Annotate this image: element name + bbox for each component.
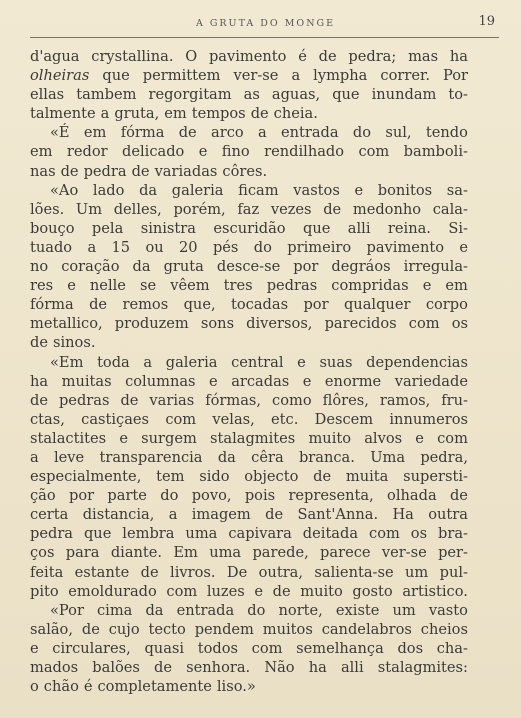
text-line: nas de pedra de variadas côres.: [30, 162, 268, 180]
text-line: lões. Um delles, porém, faz vezes de medonho cala-: [30, 200, 468, 218]
text-line: «Ao lado da galeria ficam vastos e bonitos sa-: [50, 181, 468, 199]
text-line: res e nelle se vêem tres pedras compridas e em: [30, 277, 468, 295]
text-line: talmente a gruta, em tempos de cheia.: [30, 105, 318, 123]
text-line: especialmente, tem sido objecto de muita supersti-: [30, 468, 468, 486]
body-text: [30, 47, 468, 696]
text-line: de pedras de varias fórmas, como flôres, ramos, fru-: [30, 391, 468, 409]
text-line: «É em fórma de arco a entrada do sul, tendo: [50, 124, 468, 142]
text-line: metallico, produzem sons diversos, parecidos com os: [30, 315, 468, 333]
text-line: e circulares, quasi todos com semelhança dos cha-: [30, 639, 468, 657]
text-line: ha muitas columnas e arcadas e enorme variedade: [30, 372, 468, 390]
text-line: ços para diante. Em uma parede, parece ver-se per-: [30, 544, 468, 562]
text-line: mados balões de senhora. Não ha alli stalagmites:: [30, 659, 468, 676]
text-line: bouço pela sinistra escuridão que alli reina. Si-: [30, 219, 468, 237]
text-line: no coração da gruta desce-se por degráos irregula-: [30, 258, 468, 276]
text-line: salão, de cujo tecto pendem muitos candelabros cheios: [30, 620, 468, 638]
text-line: pedra que lembra uma capivara deitada com os bra-: [30, 525, 468, 543]
text-line: de sinos.: [30, 334, 96, 352]
text-line: o chão é completamente liso.»: [30, 678, 256, 696]
text-line: ctas, castiçaes com velas, etc. Descem innumeros: [30, 410, 468, 428]
text-line: ellas tambem regorgitam as aguas, que inundam to-: [30, 86, 468, 104]
text-line: stalactites e surgem stalagmites muito alvos e com: [30, 429, 468, 447]
text-line: em redor delicado e fino rendilhado com bamboli-: [30, 143, 468, 161]
text-line: «Por cima da entrada do norte, existe um vasto: [50, 601, 468, 619]
page-number: 19: [478, 14, 495, 29]
text-line: tuado a 15 ou 20 pés do primeiro pavimento e: [30, 238, 468, 256]
text-line: olheiras que permittem ver-se a lympha correr. Por: [30, 67, 468, 85]
page-header: [36, 14, 495, 34]
header-rule: [30, 37, 499, 38]
text-line: «Em toda a galeria central e suas dependencias: [50, 353, 468, 371]
text-line: pito emoldurado com luzes e de muito gosto artistico.: [30, 582, 468, 600]
running-title: A GRUTA DO MONGE: [195, 18, 336, 29]
text-line: d'agua crystallina. O pavimento é de pedra; mas ha: [30, 48, 468, 65]
text-line: fórma de remos que, tocadas por qualquer corpo: [30, 296, 468, 314]
text-line: feita estante de livros. De outra, salienta-se um pul-: [30, 563, 468, 581]
text-line: a leve transparencia da cêra branca. Uma pedra,: [30, 448, 468, 466]
text-line: certa distancia, a imagem de Sant'Anna. Ha outra: [30, 506, 468, 524]
text-line: ção por parte do povo, pois representa, olhada de: [30, 487, 468, 505]
